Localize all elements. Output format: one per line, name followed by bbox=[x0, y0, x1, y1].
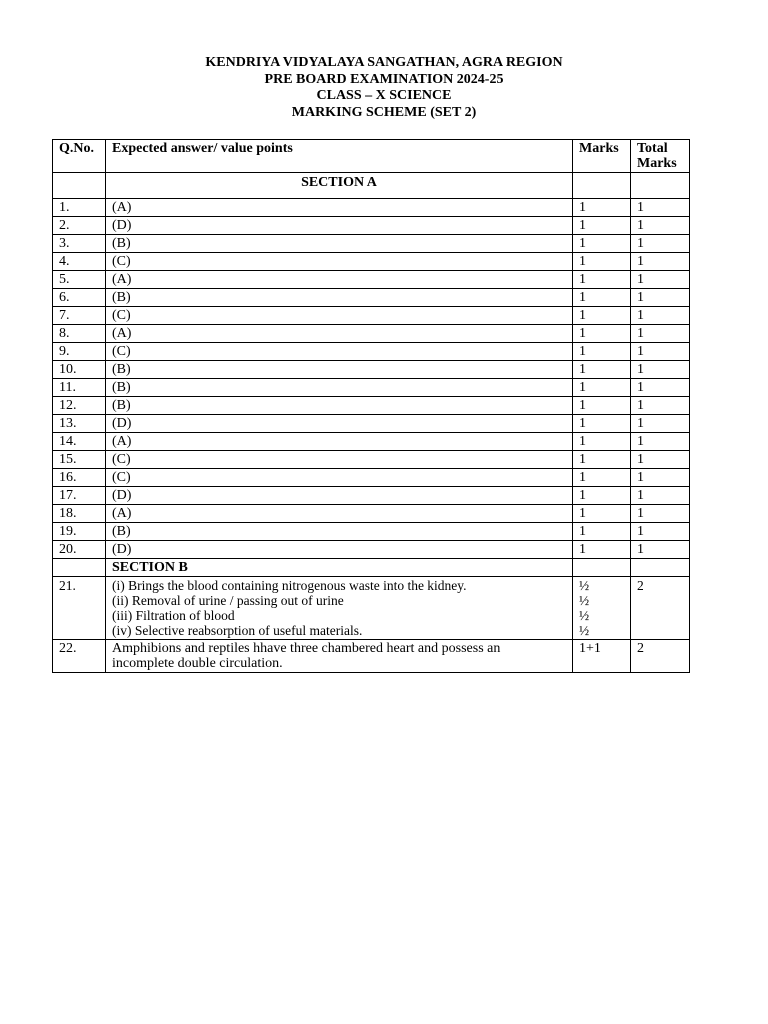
header-title: MARKING SCHEME (SET 2) bbox=[291, 104, 477, 120]
answer-option: (B) bbox=[105, 379, 572, 397]
mcq-rows bbox=[53, 199, 690, 559]
answer-option: (B) bbox=[105, 235, 572, 253]
answer-text bbox=[105, 640, 572, 673]
total-marks-cell: 1 bbox=[631, 217, 690, 235]
total-marks-line2: Marks bbox=[637, 156, 677, 171]
question-number: 16. bbox=[53, 469, 106, 487]
marks-cell: 1 bbox=[573, 487, 631, 505]
marks-cell: 1 bbox=[573, 307, 631, 325]
table-row bbox=[53, 469, 690, 487]
answer-option: (A) bbox=[105, 199, 572, 217]
question-number: 19. bbox=[53, 523, 106, 541]
header-organization: KENDRIYA VIDYALAYA SANGATHAN, AGRA REGION bbox=[205, 55, 563, 70]
total-marks-cell: 1 bbox=[631, 271, 690, 289]
marks-cell: 1 bbox=[573, 217, 631, 235]
question-number: 8. bbox=[53, 325, 106, 343]
table-row bbox=[53, 397, 690, 415]
empty-cell bbox=[53, 173, 106, 199]
marks-cell: 1 bbox=[573, 253, 631, 271]
total-marks-cell: 2 bbox=[631, 640, 690, 673]
marks-cell: 1+1 bbox=[573, 640, 631, 673]
answer-option: (A) bbox=[105, 505, 572, 523]
total-marks-cell: 1 bbox=[631, 361, 690, 379]
answer-point-1: (i) Brings the blood containing nitrogenous waste into the kidney. bbox=[111, 578, 467, 593]
table-row bbox=[53, 433, 690, 451]
answer-option: (D) bbox=[105, 217, 572, 235]
section-a-title: SECTION A bbox=[105, 173, 572, 199]
table-row bbox=[53, 235, 690, 253]
header-class: CLASS – X SCIENCE bbox=[316, 88, 452, 103]
empty-cell bbox=[53, 559, 106, 577]
question-number: 22. bbox=[53, 640, 106, 673]
table-row bbox=[53, 199, 690, 217]
question-22-row bbox=[53, 640, 690, 673]
table-row bbox=[53, 379, 690, 397]
marks-cell: 1 bbox=[573, 451, 631, 469]
marking-scheme-table bbox=[52, 139, 690, 673]
marks-cell: 1 bbox=[573, 325, 631, 343]
total-marks-cell: 1 bbox=[631, 379, 690, 397]
total-marks-cell: 1 bbox=[631, 199, 690, 217]
marks-cell: 1 bbox=[573, 271, 631, 289]
marks-cell: 1 bbox=[573, 235, 631, 253]
section-b-title: SECTION B bbox=[105, 559, 572, 577]
answer-option: (C) bbox=[105, 307, 572, 325]
table-row bbox=[53, 343, 690, 361]
column-header-marks: Marks bbox=[573, 140, 631, 173]
question-number: 3. bbox=[53, 235, 106, 253]
question-number: 12. bbox=[53, 397, 106, 415]
marks-cell: 1 bbox=[573, 397, 631, 415]
empty-cell bbox=[631, 173, 690, 199]
total-marks-cell: 1 bbox=[631, 289, 690, 307]
question-number: 9. bbox=[53, 343, 106, 361]
total-marks-cell: 2 bbox=[631, 577, 690, 640]
question-21-row bbox=[53, 577, 690, 640]
answer-option: (A) bbox=[105, 271, 572, 289]
empty-cell bbox=[573, 173, 631, 199]
answer-line-2: incomplete double circulation. bbox=[111, 656, 283, 671]
header-exam: PRE BOARD EXAMINATION 2024-25 bbox=[264, 71, 504, 87]
question-number: 13. bbox=[53, 415, 106, 433]
table-row bbox=[53, 361, 690, 379]
mark-3: ½ bbox=[579, 608, 590, 623]
question-number: 2. bbox=[53, 217, 106, 235]
total-marks-cell: 1 bbox=[631, 523, 690, 541]
empty-cell bbox=[573, 559, 631, 577]
marks-cell bbox=[573, 577, 631, 640]
table-row bbox=[53, 487, 690, 505]
marks-cell: 1 bbox=[573, 361, 631, 379]
marks-cell: 1 bbox=[573, 523, 631, 541]
total-marks-cell: 1 bbox=[631, 469, 690, 487]
question-number: 5. bbox=[53, 271, 106, 289]
question-number: 1. bbox=[53, 199, 106, 217]
empty-cell bbox=[631, 559, 690, 577]
marks-cell: 1 bbox=[573, 505, 631, 523]
table-row bbox=[53, 523, 690, 541]
table-row bbox=[53, 289, 690, 307]
answer-option: (C) bbox=[105, 451, 572, 469]
question-number: 10. bbox=[53, 361, 106, 379]
column-header-total-marks bbox=[631, 140, 690, 173]
answer-points bbox=[105, 577, 572, 640]
answer-point-3: (iii) Filtration of blood bbox=[111, 608, 235, 623]
answer-option: (C) bbox=[105, 253, 572, 271]
mark-1: ½ bbox=[579, 578, 590, 593]
marks-cell: 1 bbox=[573, 415, 631, 433]
question-number: 6. bbox=[53, 289, 106, 307]
answer-option: (B) bbox=[105, 361, 572, 379]
question-number: 18. bbox=[53, 505, 106, 523]
question-number: 14. bbox=[53, 433, 106, 451]
answer-option: (A) bbox=[105, 325, 572, 343]
question-number: 7. bbox=[53, 307, 106, 325]
total-marks-cell: 1 bbox=[631, 325, 690, 343]
question-number: 20. bbox=[53, 541, 106, 559]
answer-option: (D) bbox=[105, 415, 572, 433]
answer-option: (A) bbox=[105, 433, 572, 451]
marks-cell: 1 bbox=[573, 289, 631, 307]
column-header-answer: Expected answer/ value points bbox=[105, 140, 572, 173]
table-row bbox=[53, 415, 690, 433]
table-row bbox=[53, 307, 690, 325]
mark-4: ½ bbox=[579, 623, 590, 638]
answer-point-4: (iv) Selective reabsorption of useful materials. bbox=[111, 623, 363, 638]
marks-cell: 1 bbox=[573, 541, 631, 559]
total-marks-cell: 1 bbox=[631, 505, 690, 523]
document-header bbox=[0, 55, 768, 121]
total-marks-cell: 1 bbox=[631, 433, 690, 451]
total-marks-cell: 1 bbox=[631, 397, 690, 415]
table-header-row bbox=[53, 140, 690, 173]
total-marks-line1: Total bbox=[637, 141, 668, 156]
total-marks-cell: 1 bbox=[631, 343, 690, 361]
table-row bbox=[53, 541, 690, 559]
total-marks-cell: 1 bbox=[631, 253, 690, 271]
marks-cell: 1 bbox=[573, 433, 631, 451]
total-marks-cell: 1 bbox=[631, 487, 690, 505]
total-marks-cell: 1 bbox=[631, 235, 690, 253]
total-marks-cell: 1 bbox=[631, 541, 690, 559]
total-marks-cell: 1 bbox=[631, 307, 690, 325]
answer-option: (C) bbox=[105, 469, 572, 487]
total-marks-cell: 1 bbox=[631, 415, 690, 433]
table-row bbox=[53, 271, 690, 289]
table-row bbox=[53, 253, 690, 271]
section-b-row bbox=[53, 559, 690, 577]
column-header-qno: Q.No. bbox=[53, 140, 106, 173]
answer-option: (D) bbox=[105, 487, 572, 505]
marks-cell: 1 bbox=[573, 469, 631, 487]
answer-point-2: (ii) Removal of urine / passing out of urine bbox=[111, 593, 344, 608]
section-a-row bbox=[53, 173, 690, 199]
table-row bbox=[53, 325, 690, 343]
total-marks-cell: 1 bbox=[631, 451, 690, 469]
table-row bbox=[53, 217, 690, 235]
marks-cell: 1 bbox=[573, 199, 631, 217]
mark-2: ½ bbox=[579, 593, 590, 608]
answer-option: (D) bbox=[105, 541, 572, 559]
question-number: 21. bbox=[53, 577, 106, 640]
question-number: 4. bbox=[53, 253, 106, 271]
answer-option: (B) bbox=[105, 397, 572, 415]
marks-cell: 1 bbox=[573, 379, 631, 397]
answer-option: (C) bbox=[105, 343, 572, 361]
answer-line-1: Amphibions and reptiles hhave three chambered heart and possess an bbox=[111, 641, 501, 656]
answer-option: (B) bbox=[105, 523, 572, 541]
question-number: 15. bbox=[53, 451, 106, 469]
answer-option: (B) bbox=[105, 289, 572, 307]
table-row bbox=[53, 451, 690, 469]
marks-cell: 1 bbox=[573, 343, 631, 361]
question-number: 11. bbox=[53, 379, 106, 397]
question-number: 17. bbox=[53, 487, 106, 505]
table-row bbox=[53, 505, 690, 523]
